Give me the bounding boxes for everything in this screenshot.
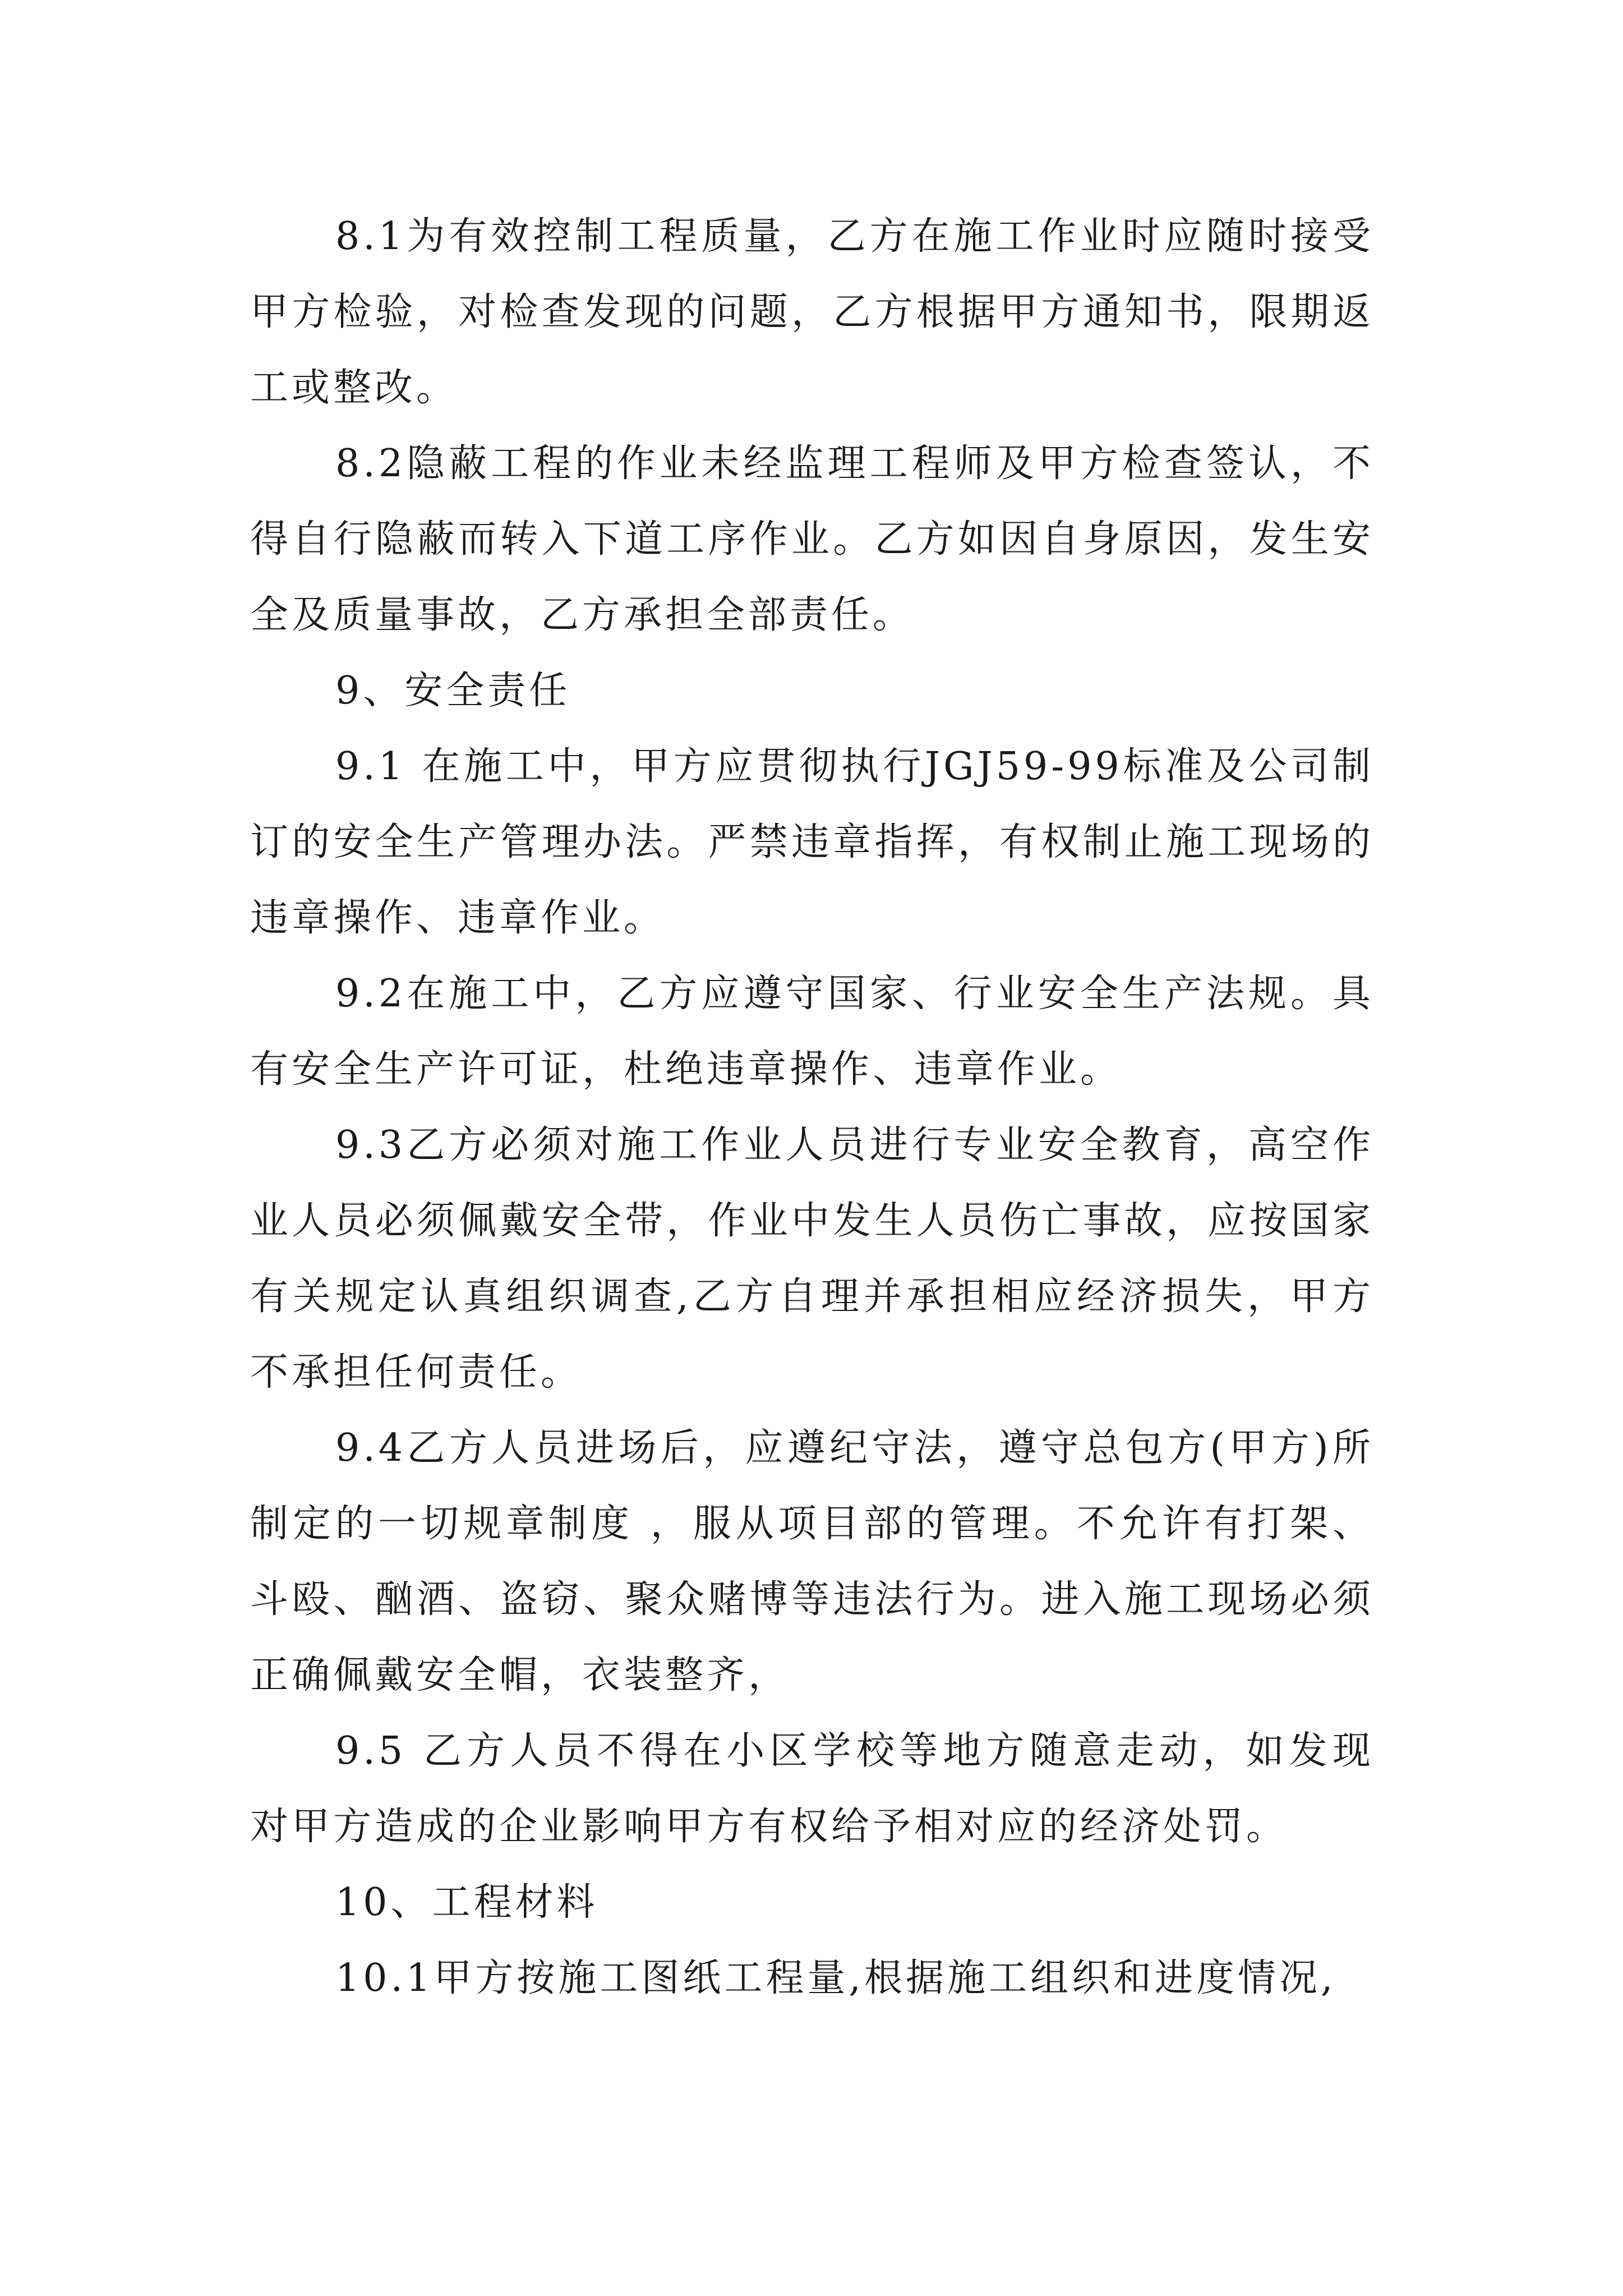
section-heading-10: 10、工程材料 xyxy=(335,1880,598,1925)
section-heading-9: 9、安全责任 xyxy=(335,669,571,713)
clause-8-2: 8.2隐蔽工程的作业未经监理工程师及甲方检查签认，不得自行隐蔽而转入下道工序作业。乙方如因自身原因，发生安全及质量事故，乙方承担全部责任。 xyxy=(250,441,1374,637)
clause-10-1: 10.1甲方按施工图纸工程量,根据施工组织和进度情况, xyxy=(335,1956,1336,2000)
document-body xyxy=(250,199,1374,2016)
clause-9-4: 9.4乙方人员进场后，应遵纪守法，遵守总包方(甲方)所制定的一切规章制度 ，服从项目部的管理。不允许有打架、斗殴、酗酒、盗窃、聚众赌博等违法行为。进入施工现场必须正确佩戴安全帽，衣装整齐， xyxy=(250,1426,1374,1697)
clause-9-2: 9.2在施工中，乙方应遵守国家、行业安全生产法规。具有安全生产许可证，杜绝违章操作、违章作业。 xyxy=(250,972,1374,1092)
clause-8-1: 8.1为有效控制工程质量，乙方在施工作业时应随时接受甲方检验，对检查发现的问题，乙方根据甲方通知书，限期返工或整改。 xyxy=(250,214,1374,410)
clause-9-5: 9.5 乙方人员不得在小区学校等地方随意走动，如发现对甲方造成的企业影响甲方有权给予相对应的经济处罚。 xyxy=(250,1729,1374,1849)
clause-9-3: 9.3乙方必须对施工作业人员进行专业安全教育，高空作业人员必须佩戴安全带，作业中发生人员伤亡事故，应按国家有关规定认真组织调查,乙方自理并承担相应经济损失，甲方不承担任何责任。 xyxy=(250,1123,1374,1395)
clause-9-1: 9.1 在施工中，甲方应贯彻执行JGJ59-99标准及公司制订的安全生产管理办法。严禁违章指挥，有权制止施工现场的违章操作、违章作业。 xyxy=(250,744,1374,940)
